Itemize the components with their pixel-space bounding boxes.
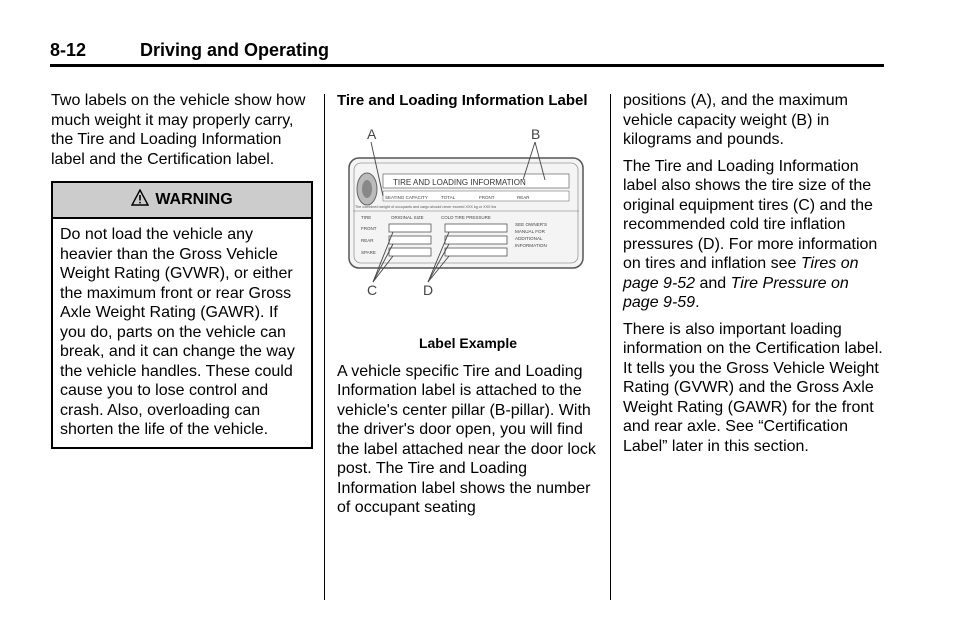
front-label: FRONT bbox=[479, 195, 495, 200]
callout-c: C bbox=[367, 282, 378, 298]
col3-paragraph-2 bbox=[623, 157, 885, 313]
intro-paragraph: Two labels on the vehicle show how much weight it may properly carry, the Tire and Loading Information label and the Certification label. bbox=[51, 92, 306, 168]
col3-paragraph-3: There is also important loading information on the Certification label. It tells you the Gross Vehicle Weight Rating (GVWR) and the Gross Axle Weight Rating (GAWR) for the front and rear axle. See “Certification Label” later in this section. bbox=[623, 320, 883, 455]
tire-label-figure bbox=[337, 126, 599, 314]
fine-print: The combined weight of occupants and cargo should never exceed XXX kg or XXX lbs bbox=[355, 205, 497, 209]
seating-capacity-label: SEATING CAPACITY bbox=[385, 195, 428, 200]
p2-text: The Tire and Loading Information label also shows the tire size of the original equipment tires (C) and the recommended cold tire inflation pressures (D). For more information on tires and inflation see bbox=[623, 157, 878, 272]
callout-a: A bbox=[367, 126, 377, 142]
rear-label: REAR bbox=[517, 195, 530, 200]
warning-title: WARNING bbox=[155, 191, 233, 209]
column-3 bbox=[623, 91, 885, 463]
callout-b: B bbox=[531, 126, 541, 142]
page-header bbox=[50, 40, 884, 67]
column-divider bbox=[324, 94, 325, 600]
cold-tire-pressure-header: COLD TIRE PRESSURE bbox=[441, 215, 491, 220]
warning-header bbox=[53, 183, 311, 219]
section-title: Driving and Operating bbox=[140, 40, 330, 60]
note-text: SEE OWNER'S bbox=[515, 222, 548, 227]
page-number: 8-12 bbox=[50, 40, 87, 60]
tires-page-link[interactable]: Tires on page 9-52 bbox=[623, 255, 859, 292]
warning-triangle-icon bbox=[131, 189, 149, 212]
column-2 bbox=[337, 91, 599, 525]
label-title: TIRE AND LOADING INFORMATION bbox=[393, 178, 526, 187]
subsection-heading: Tire and Loading Information Label bbox=[337, 92, 588, 109]
p2-end: . bbox=[695, 294, 700, 311]
total-label: TOTAL bbox=[441, 195, 456, 200]
tire-column-header: TIRE bbox=[361, 215, 372, 220]
p2-and: and bbox=[695, 274, 731, 292]
note-text-line: MANUAL FOR bbox=[515, 229, 545, 234]
warning-body: Do not load the vehicle any heavier than the Gross Vehicle Weight Rating (GVWR), or either the maximum front or rear Gross Axle Weight Rating (GAWR). If you do, parts on the vehicle can break, and it can change the way the vehicle handles. These could cause you to lose control and crash. Also, overloading can shorten the life of the vehicle. bbox=[60, 226, 295, 438]
figure-caption: Label Example bbox=[418, 335, 518, 351]
callout-d: D bbox=[423, 282, 434, 298]
note-text-line: ADDITIONAL bbox=[515, 236, 543, 241]
original-size-header: ORIGINAL SIZE bbox=[391, 215, 424, 220]
note-text-line: INFORMATION bbox=[515, 243, 547, 248]
col3-paragraph-1: positions (A), and the maximum vehicle capacity weight (B) in kilograms and pounds. bbox=[623, 92, 848, 148]
row-rear-label: REAR bbox=[361, 238, 374, 243]
column-divider bbox=[610, 94, 611, 600]
column-1 bbox=[51, 91, 313, 449]
warning-box bbox=[51, 181, 313, 449]
row-front-label: FRONT bbox=[361, 226, 377, 231]
row-spare-label: SPARE bbox=[361, 250, 376, 255]
col2-body: A vehicle specific Tire and Loading Information label is attached to the vehicle's center pillar (B-pillar). With the driver's door open, you will find the label attached near the door lock post. The Tire and Loading Information label shows the number of occupant seating bbox=[337, 362, 596, 516]
tire-pressure-page-link[interactable]: Tire Pressure on page 9-59 bbox=[623, 274, 849, 311]
